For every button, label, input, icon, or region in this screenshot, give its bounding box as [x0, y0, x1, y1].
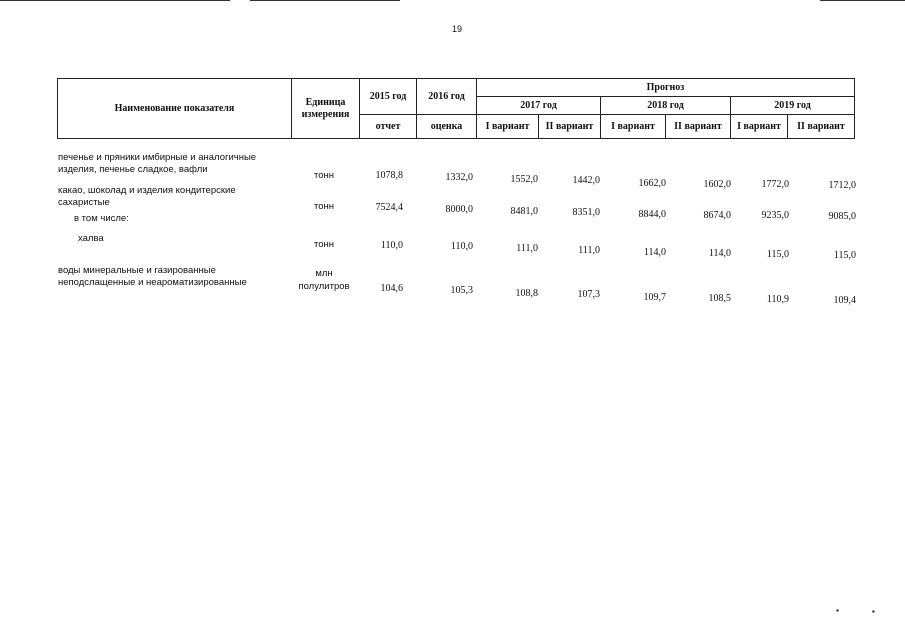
scan-edge-line-middle — [250, 0, 400, 1]
value-2019-var2: 1712,0 — [828, 180, 856, 191]
value-2018-var2: 114,0 — [708, 248, 731, 259]
header-2016: 2016 год — [417, 79, 477, 115]
header-name-column: Наименование показателя — [58, 79, 292, 139]
value-2016: 1332,0 — [445, 172, 473, 183]
value-2018-var2: 108,5 — [708, 293, 731, 304]
header-2018: 2018 год — [601, 97, 731, 115]
header-2018-var1: I вариант — [601, 115, 666, 139]
value-2015: 7524,4 — [375, 202, 403, 213]
value-2016: 110,0 — [450, 241, 473, 252]
row-label-line: изделия, печенье сладкое, вафли — [58, 164, 208, 175]
value-2019-var2: 9085,0 — [828, 211, 856, 222]
header-otchet: отчет — [360, 115, 417, 139]
value-2016: 8000,0 — [445, 204, 473, 215]
value-2019-var1: 110,9 — [766, 294, 789, 305]
header-2017-var2: II вариант — [539, 115, 601, 139]
row-unit: млн — [315, 268, 333, 279]
value-2016: 105,3 — [450, 285, 473, 296]
value-2018-var1: 8844,0 — [638, 209, 666, 220]
header-2015: 2015 год — [360, 79, 417, 115]
value-2018-var1: 1662,0 — [638, 178, 666, 189]
value-2017-var2: 1442,0 — [572, 175, 600, 186]
value-2019-var1: 1772,0 — [761, 179, 789, 190]
value-2017-var2: 111,0 — [578, 245, 600, 256]
value-2017-var1: 111,0 — [516, 243, 538, 254]
table-header — [57, 78, 855, 139]
header-otsenka: оценка — [417, 115, 477, 139]
value-2018-var1: 114,0 — [643, 247, 666, 258]
row-label-line: печенье и пряники имбирные и аналогичные — [58, 152, 257, 163]
value-2017-var1: 108,8 — [515, 288, 538, 299]
header-2019-var1: I вариант — [731, 115, 788, 139]
header-unit-column: Единица измерения — [292, 79, 360, 139]
scan-speck: ▪ — [872, 607, 875, 616]
value-2017-var2: 107,3 — [577, 289, 600, 300]
value-2018-var2: 8674,0 — [703, 210, 731, 221]
value-2017-var1: 1552,0 — [510, 174, 538, 185]
row-label-line: в том числе: — [74, 213, 129, 224]
value-2015: 110,0 — [380, 240, 403, 251]
value-2019-var2: 109,4 — [833, 295, 856, 306]
value-2018-var2: 1602,0 — [703, 179, 731, 190]
header-forecast: Прогноз — [477, 79, 855, 97]
header-2019: 2019 год — [731, 97, 855, 115]
header-2017-var1: I вариант — [477, 115, 539, 139]
row-label-line: какао, шоколад и изделия кондитерские — [58, 185, 236, 196]
header-2017: 2017 год — [477, 97, 601, 115]
scan-speck: ▪ — [836, 606, 839, 615]
header-2019-var2: II вариант — [788, 115, 855, 139]
value-2015: 1078,8 — [375, 170, 403, 181]
row-unit: тонн — [313, 239, 335, 250]
row-label-line: сахаристые — [58, 197, 110, 208]
value-2017-var2: 8351,0 — [572, 207, 600, 218]
row-unit: тонн — [313, 170, 335, 181]
scan-edge-line-left — [0, 0, 230, 1]
scan-edge-line-right — [820, 0, 905, 1]
value-2018-var1: 109,7 — [643, 292, 666, 303]
row-label-line: халва — [78, 233, 104, 244]
page-number: 19 — [452, 24, 463, 34]
value-2015: 104,6 — [380, 283, 403, 294]
row-label-line: воды минеральные и газированные — [58, 265, 216, 276]
value-2019-var2: 115,0 — [833, 250, 856, 261]
value-2019-var1: 9235,0 — [761, 210, 789, 221]
value-2019-var1: 115,0 — [766, 249, 789, 260]
row-unit: тонн — [313, 201, 335, 212]
value-2017-var1: 8481,0 — [510, 206, 538, 217]
row-label-line: неподслащенные и неароматизированные — [58, 277, 247, 288]
row-unit: полулитров — [298, 281, 350, 292]
header-2018-var2: II вариант — [666, 115, 731, 139]
